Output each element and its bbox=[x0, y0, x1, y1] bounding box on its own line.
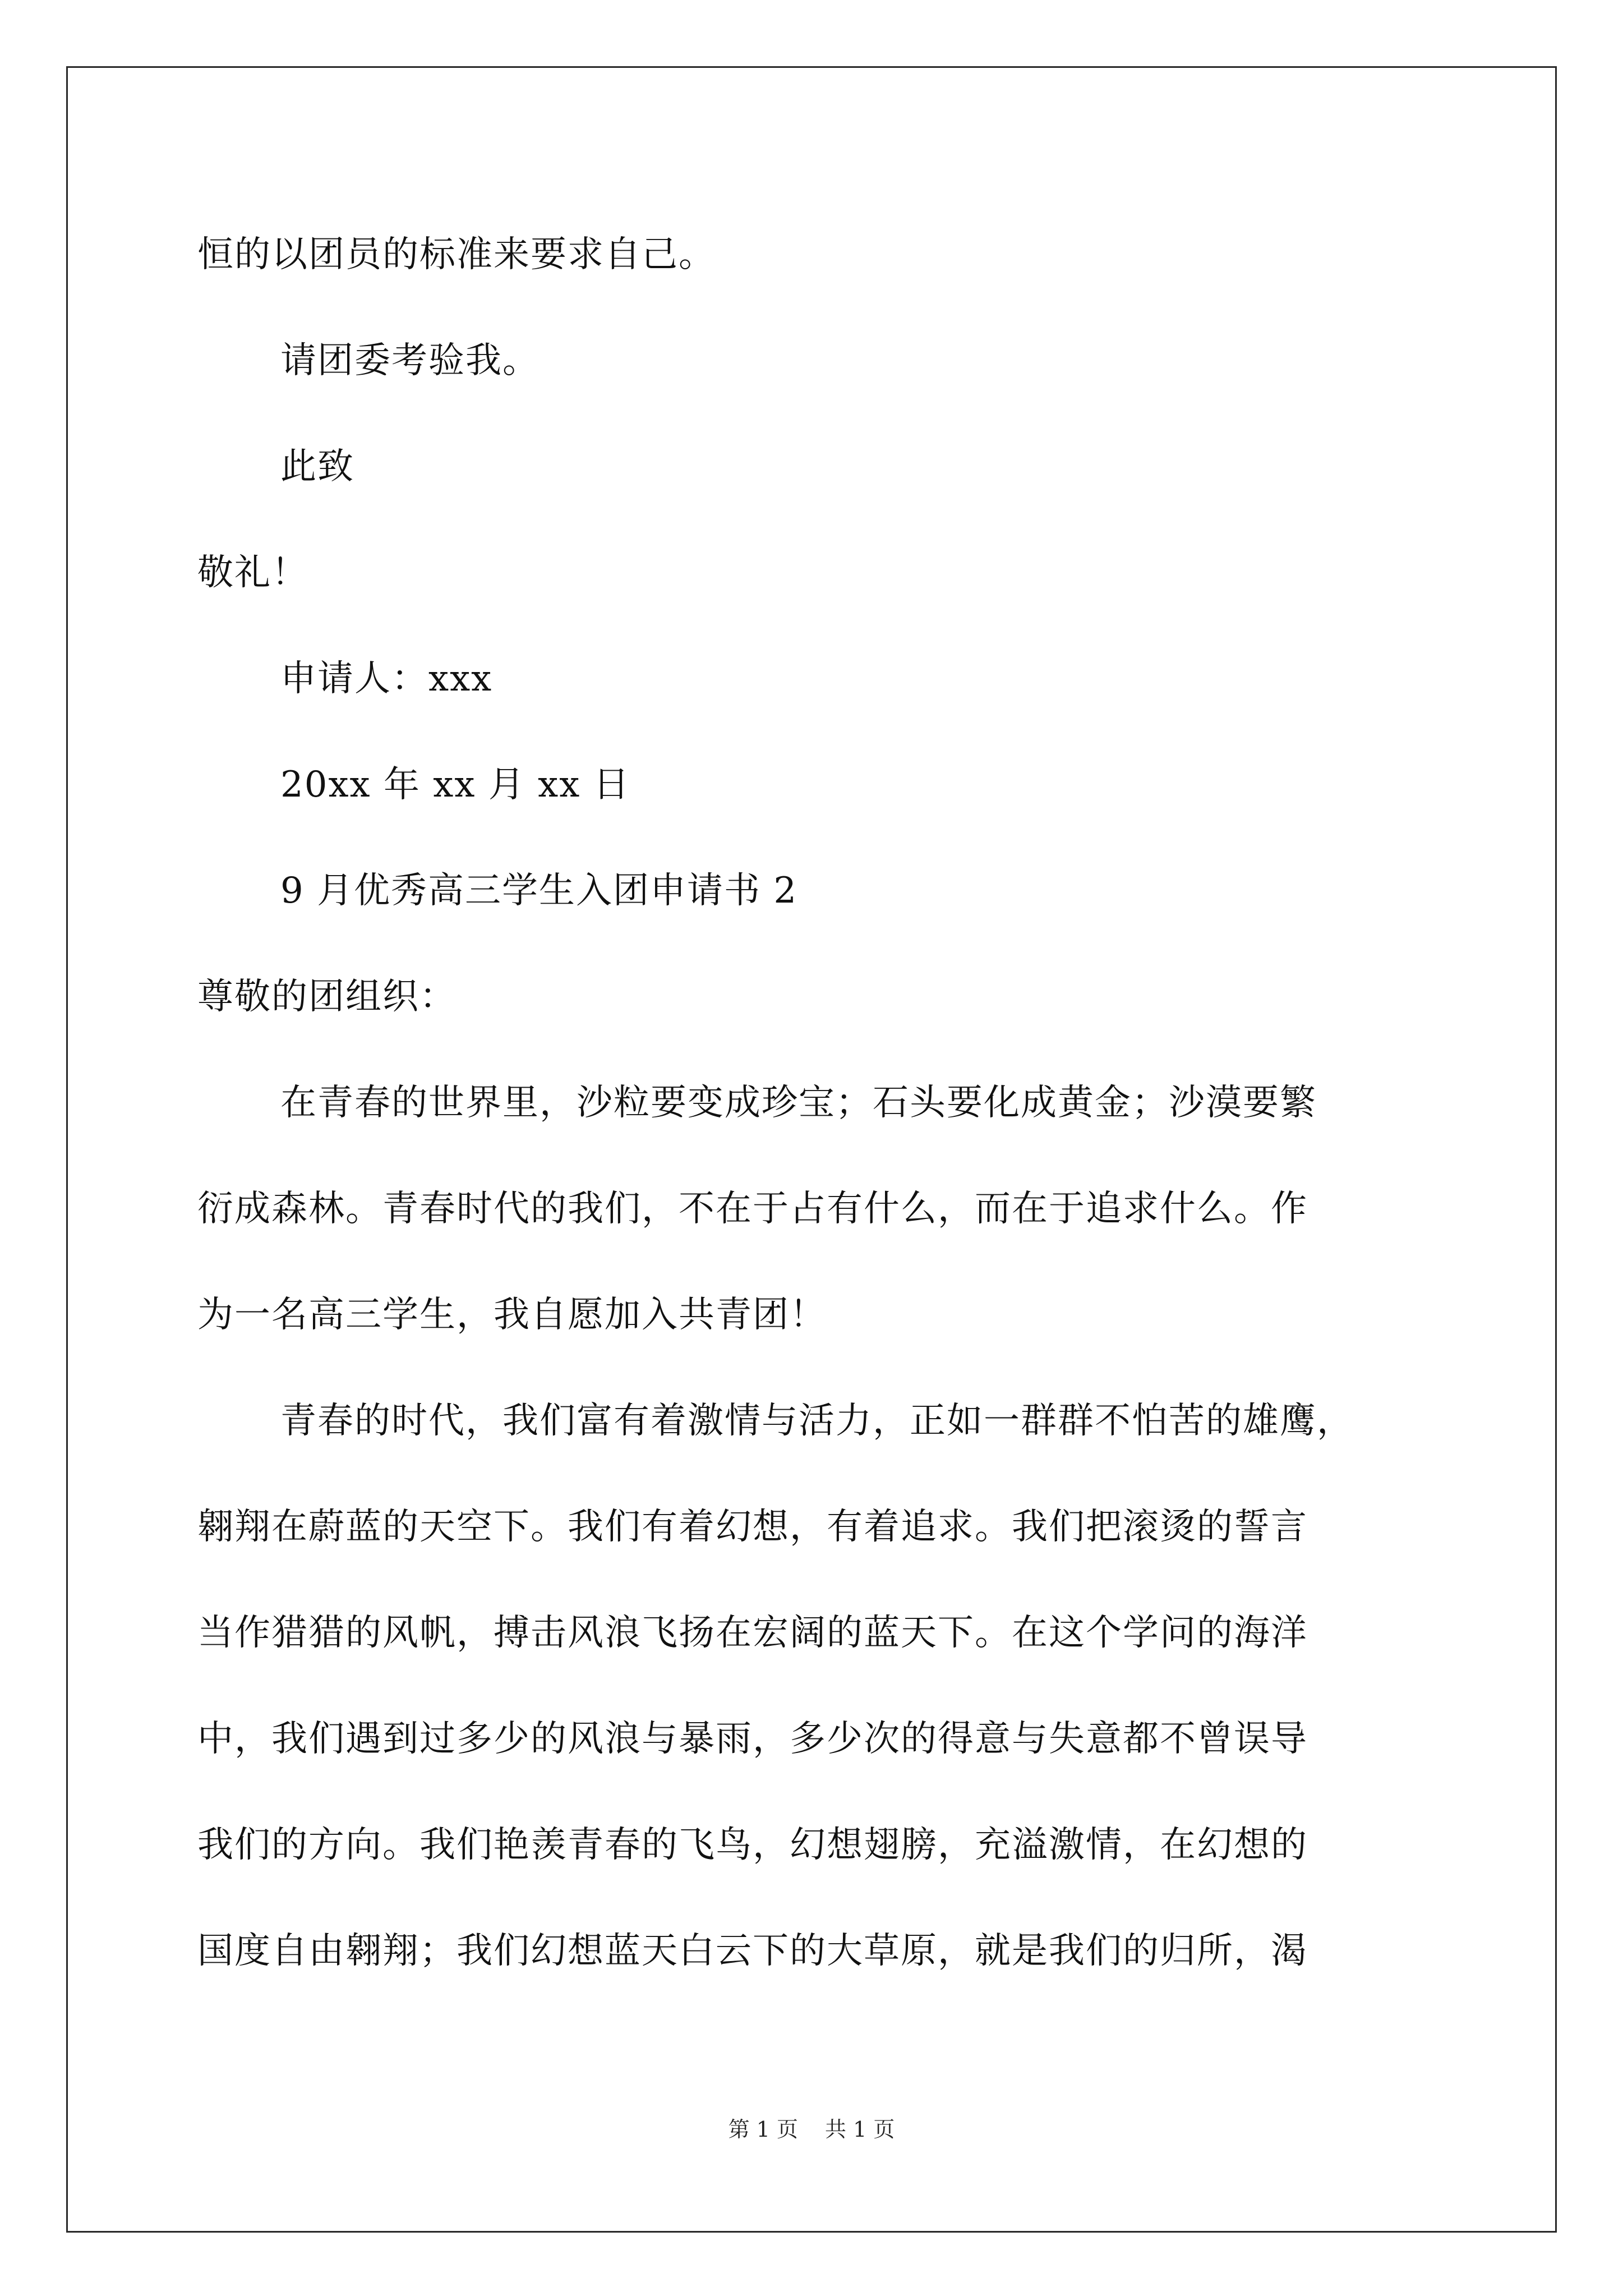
text-line: 在青春的世界里，沙粒要变成珍宝；石头要化成黄金；沙漠要繁 bbox=[280, 1082, 1317, 1124]
page-footer bbox=[0, 2112, 1623, 2143]
signature-line: 申请人：xxx bbox=[280, 658, 493, 700]
text-line: 我们的方向。我们艳羡青春的飞鸟，幻想翅膀，充溢激情，在幻想的 bbox=[197, 1824, 1308, 1866]
text-line: 此致 bbox=[280, 446, 354, 487]
text-line: 当作猎猎的风帆，搏击风浪飞扬在宏阔的蓝天下。在这个学问的海洋 bbox=[197, 1612, 1308, 1654]
text-line: 国度自由翱翔；我们幻想蓝天白云下的大草原，就是我们的归所，渴 bbox=[197, 1930, 1308, 1972]
text-line: 青春的时代，我们富有着激情与活力，正如一群群不怕苦的雄鹰， bbox=[280, 1400, 1354, 1442]
text-line: 为一名高三学生，我自愿加入共青团！ bbox=[197, 1294, 827, 1336]
text-line: 衍成森林。青春时代的我们，不在于占有什么，而在于追求什么。作 bbox=[197, 1188, 1308, 1230]
salutation: 尊敬的团组织： bbox=[197, 976, 457, 1018]
document-body bbox=[197, 202, 1437, 2004]
page-number: 第 1 页 bbox=[728, 2117, 798, 2142]
date-line: 20xx 年 xx 月 xx 日 bbox=[280, 764, 630, 806]
section-title: 9 月优秀高三学生入团申请书 2 bbox=[280, 870, 798, 912]
text-line: 请团委考验我。 bbox=[280, 340, 540, 381]
text-line: 恒的以团员的标准来要求自己。 bbox=[197, 234, 716, 275]
text-line: 中，我们遇到过多少的风浪与暴雨，多少次的得意与失意都不曾误导 bbox=[197, 1718, 1308, 1760]
text-line: 翱翔在蔚蓝的天空下。我们有着幻想，有着追求。我们把滚烫的誓言 bbox=[197, 1506, 1308, 1548]
text-line: 敬礼！ bbox=[197, 552, 308, 593]
page-total: 共 1 页 bbox=[825, 2117, 895, 2142]
